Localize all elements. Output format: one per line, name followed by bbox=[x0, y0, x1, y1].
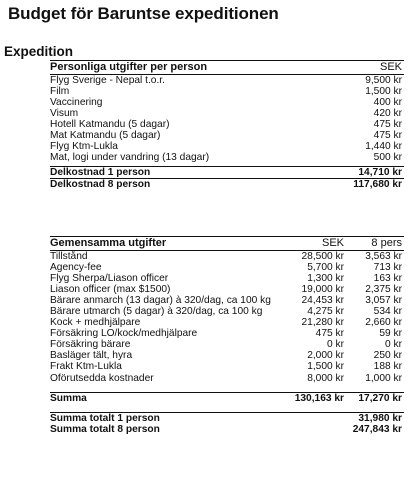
row-sek: 1,500 kr bbox=[307, 361, 344, 373]
sum-per-person: 17,270 kr bbox=[358, 392, 402, 404]
row-per-person: 0 kr bbox=[385, 339, 402, 351]
row-value: 475 kr bbox=[373, 129, 402, 141]
sum-sek: 130,163 kr bbox=[294, 392, 344, 404]
table-row bbox=[50, 361, 404, 372]
table-row bbox=[50, 152, 404, 163]
subtotal-1-label: Delkostnad 1 person bbox=[50, 167, 151, 179]
row-per-person: 713 kr bbox=[373, 261, 402, 273]
personal-costs-table bbox=[50, 60, 404, 190]
row-value: 420 kr bbox=[373, 107, 402, 119]
table-row bbox=[50, 373, 404, 384]
row-label: Liason officer (max $1500) bbox=[50, 283, 171, 295]
row-per-person: 59 kr bbox=[379, 328, 402, 340]
sum-row bbox=[50, 392, 404, 404]
subtotal-1-row bbox=[50, 166, 404, 178]
row-label: Flyg Sverige - Nepal t.o.r. bbox=[50, 74, 165, 86]
row-per-person: 3,563 kr bbox=[365, 250, 402, 262]
subtotal-8-label: Delkostnad 8 person bbox=[50, 179, 151, 191]
row-label: Försäkring LO/kock/medhjälpare bbox=[50, 328, 198, 340]
subtotal-8-row bbox=[50, 178, 404, 190]
total-1-value: 31,980 kr bbox=[358, 412, 402, 424]
row-label: Mat Katmandu (5 dagar) bbox=[50, 129, 161, 141]
table-row bbox=[50, 317, 404, 328]
table-row bbox=[50, 273, 404, 284]
row-value: 475 kr bbox=[373, 118, 402, 130]
row-per-person: 534 kr bbox=[373, 305, 402, 317]
table-row bbox=[50, 97, 404, 108]
row-sek: 28,500 kr bbox=[301, 250, 344, 262]
row-per-person: 163 kr bbox=[373, 272, 402, 284]
common-costs-per-header: 8 pers bbox=[371, 237, 402, 249]
row-label: Film bbox=[50, 85, 70, 97]
row-spacer bbox=[50, 384, 404, 392]
common-costs-header-label: Gemensamma utgifter bbox=[50, 237, 167, 249]
total-1-row bbox=[50, 412, 404, 424]
row-label: Mat, logi under vandring (13 dagar) bbox=[50, 152, 210, 164]
row-per-person: 250 kr bbox=[373, 350, 402, 362]
table-row bbox=[50, 130, 404, 141]
row-label: Flyg Sherpa/Liason officer bbox=[50, 272, 169, 284]
table-row bbox=[50, 262, 404, 273]
common-costs-table bbox=[50, 236, 404, 435]
total-8-row bbox=[50, 424, 404, 435]
row-value: 400 kr bbox=[373, 96, 402, 108]
table-row bbox=[50, 86, 404, 97]
row-label: Basläger tält, hyra bbox=[50, 350, 133, 362]
row-label: Oförutsedda kostnader bbox=[50, 372, 154, 384]
common-costs-header bbox=[50, 236, 404, 251]
subtotal-1-value: 14,710 kr bbox=[358, 167, 402, 179]
row-label: Bärare anmarch (13 dagar) à 320/dag, ca 100 kg bbox=[50, 294, 271, 306]
row-sek: 24,453 kr bbox=[301, 294, 344, 306]
table-row bbox=[50, 328, 404, 339]
row-per-person: 1,000 kr bbox=[365, 372, 402, 384]
row-sek: 2,000 kr bbox=[307, 350, 344, 362]
total-8-value: 247,843 kr bbox=[352, 423, 402, 435]
table-row bbox=[50, 141, 404, 152]
table-row bbox=[50, 119, 404, 130]
row-label: Frakt Ktm-Lukla bbox=[50, 361, 122, 373]
row-sek: 19,000 kr bbox=[301, 283, 344, 295]
table-row bbox=[50, 295, 404, 306]
row-sek: 475 kr bbox=[315, 328, 344, 340]
personal-costs-header-label: Personliga utgifter per person bbox=[50, 61, 208, 73]
row-sek: 5,700 kr bbox=[307, 261, 344, 273]
row-value: 1,500 kr bbox=[365, 85, 402, 97]
row-label: Visum bbox=[50, 107, 79, 119]
section-heading: Expedition bbox=[4, 44, 74, 59]
sum-label: Summa bbox=[50, 392, 87, 404]
row-per-person: 2,375 kr bbox=[365, 283, 402, 295]
table-row bbox=[50, 350, 404, 361]
personal-costs-currency-header: SEK bbox=[379, 61, 402, 73]
row-per-person: 2,660 kr bbox=[365, 317, 402, 329]
page-title: Budget för Baruntse expeditionen bbox=[8, 4, 279, 23]
row-per-person: 188 kr bbox=[373, 361, 402, 373]
personal-costs-header bbox=[50, 60, 404, 75]
row-label: Flyg Ktm-Lukla bbox=[50, 141, 118, 153]
subtotal-8-value: 117,680 kr bbox=[353, 179, 402, 191]
row-sek: 1,300 kr bbox=[307, 272, 344, 284]
table-row bbox=[50, 75, 404, 86]
table-row bbox=[50, 339, 404, 350]
row-label: Agency-fee bbox=[50, 261, 102, 273]
row-label: Bärare utmarch (5 dagar) à 320/dag, ca 100 kg bbox=[50, 305, 263, 317]
row-sek: 8,000 kr bbox=[307, 372, 344, 384]
total-8-label: Summa totalt 8 person bbox=[50, 423, 160, 435]
row-value: 1,440 kr bbox=[365, 141, 402, 153]
row-label: Försäkring bärare bbox=[50, 339, 131, 351]
row-sek: 0 kr bbox=[327, 339, 344, 351]
row-label: Kock + medhjälpare bbox=[50, 317, 141, 329]
row-sek: 4,275 kr bbox=[307, 305, 344, 317]
table-row bbox=[50, 306, 404, 317]
row-value: 9,500 kr bbox=[365, 74, 402, 86]
row-value: 500 kr bbox=[373, 152, 402, 164]
table-row bbox=[50, 251, 404, 262]
table-row bbox=[50, 108, 404, 119]
row-label: Tillstånd bbox=[50, 250, 88, 262]
table-row bbox=[50, 284, 404, 295]
row-label: Hotell Katmandu (5 dagar) bbox=[50, 118, 170, 130]
total-1-label: Summa totalt 1 person bbox=[50, 412, 160, 424]
row-label: Vaccinering bbox=[50, 96, 103, 108]
row-spacer bbox=[50, 404, 404, 412]
common-costs-currency-header: SEK bbox=[321, 237, 344, 249]
row-sek: 21,280 kr bbox=[301, 317, 344, 329]
row-per-person: 3,057 kr bbox=[365, 294, 402, 306]
